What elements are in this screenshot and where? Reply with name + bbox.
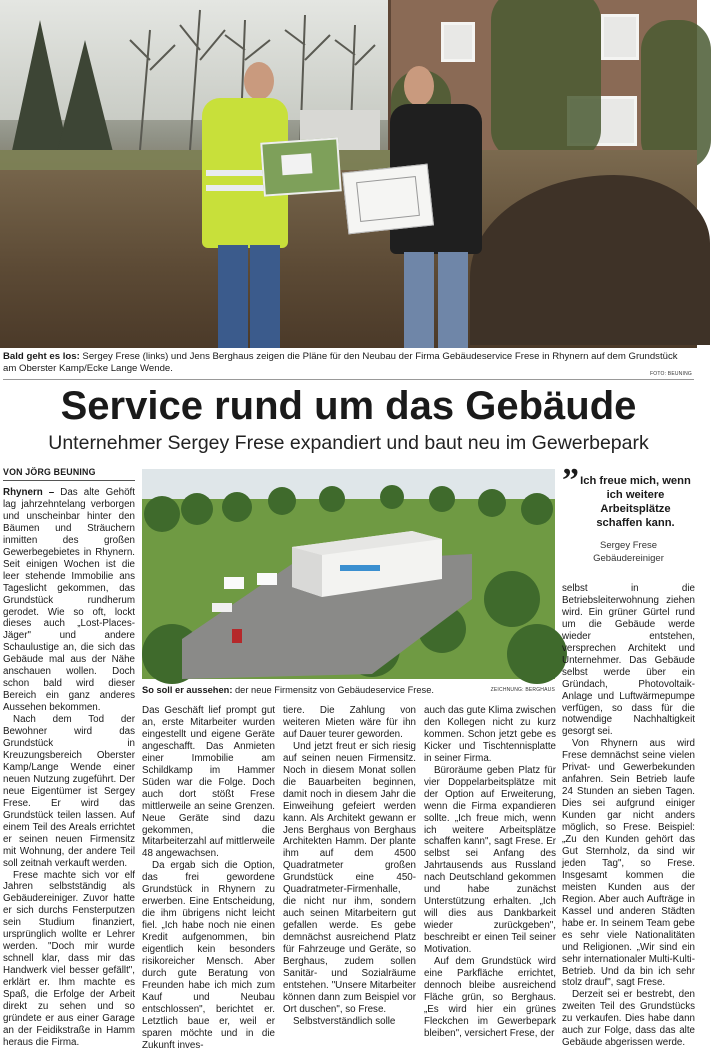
paragraph: Und jetzt freut er sich riesig auf seinen neuen Firmensitz. Noch in diesem Monat sollen die Bauarbeiten beginnen, damit noch in diesem Jahr die Einweihung gefeiert werden kann. Als Architekt gewann er Jens Berghaus von Berghaus Architekten Hamm. Der plante ihm auf dem 4500 Quadratmeter großen Grundstück eine 450-Quadratmeter-Firmenhalle, die nicht nur ihm, sondern auch seinen Mitarbeitern gut gefallen werde. Es gebe demnächst ausreichend Platz für Fahrzeuge und Geräte, so Berghaus, zudem sollen Sanitär- und Sozialräume entstehen. "Unsere Mitarbeiter können dann zum Beispiel vor Ort duschen", so Frese. [283, 740, 416, 1015]
photo-caption-text: Sergey Frese (links) und Jens Berghaus zeigen die Pläne für den Neubau der Firma Gebäudeservice Frese in Rhynern auf dem Grundstück am Oberster Kamp/Ecke Lange Wende. [3, 351, 678, 375]
paragraph: Da ergab sich die Option, das frei gewordene Grundstück in Rhynern zu erwerben. Eine Entscheidung, die ihm übrigens nicht leicht fiel. „Ich habe noch nie einen Kredit aufgenommen, bin eigentlich kein besonders risikoreicher Mensch. Aber durch gute Beratung von Freunden habe ich mich zum Kauf und Neubau entschlossen", berichtet er. Letztlich baue er, weil er sparen möchte und in die Zukunft inves- [142, 860, 275, 1051]
rendering-illustration [142, 469, 555, 679]
article-column-2 [142, 705, 275, 1051]
quote-role: Gebäudereiniger [593, 552, 664, 564]
paragraph: Büroräume geben Platz für vier Doppelarbeitsplätze mit der Option auf Erweiterung, wenn die Firma expandieren sollte. „Ich freue mich, wenn ich weitere Arbeitsplätze schaffen kann", sagt Frese. Er selbst sei Anfang des Jahrtausends aus Russland nach Deutschland gekommen und habe zunächst Unterstützung erhalten. „Ich will dies aus Dankbarkeit wieder zurückgeben", beschreibt er einen Teil seiner Motivation. [424, 764, 556, 956]
paragraph: Nach dem Tod der Bewohner wird das Grundstück in Kreuzungsbereich Oberster Kamp/Lange Wende einer neuen Nutzung zugeführt. Der neue Eigentümer ist Sergey Frese. Er wird das Grundstück teilen lassen. Auf einem Teil des Areals errichtet er seinen neuen Firmensitz mit Wohnung, der andere Teil soll zeitnah verkauft werden. [3, 714, 135, 869]
person-sergey-frese [192, 60, 292, 348]
photo-credit: FOTO: BEUNING [650, 371, 692, 377]
quote-text: Ich freue mich, wenn ich weitere Arbeitsplätze schaffen kann. [580, 475, 691, 529]
paragraph: Frese machte sich vor elf Jahren selbstständig als Gebäudereiniger. Zuvor hatte er sich durchs Fensterputzen sein Studium finanziert, ursprünglich wollte er Lehrer werden. "Doch mir wurde schnell klar, dass mir das Handwerk viel besser gefällt", erklärt er. Ihm machte es Spaß, die Erfolge der Arbeit direkt zu sehen und so gründete er aus einer Garage an der Feidikstraße in Hamm heraus die Firma. [3, 869, 135, 1048]
quote-mark: ” [562, 462, 579, 499]
article-column-4 [424, 705, 556, 1039]
paragraph: Von Rhynern aus wird Frese demnächst seine vielen Privat- und Gewerbekunden anfahren. Sein Betrieb laufe 24 Stunden an sieben Tagen. Dies sei aufgrund einiger Kunden gar nicht anders möglich, so Frese. Beispiel: „Zu den Kunden gehört das Gut Sternholz, da sind wir jeden Tag", so Frese. Insgesamt kommen die meisten Kunden aus der Region. Aber auch Aufträge in Kassel und anderen Städten habe er. In seinem Team gebe es sehr viele Nationalitäten und Religionen. „Wir sind ein sehr internationaler Multi-Kulti-Betrieb. Und da bin ich sehr stolz drauf", sagt Frese. [562, 738, 695, 989]
paragraph: Das Geschäft lief prompt gut an, erste Mitarbeiter wurden eingestellt und eigene Geräte angeschafft. Das Anmieten einer Immobilie am Schildkamp im Hammer Süden war die Folge. Doch auch dort stößt Frese mittlerweile an seine Grenzen. Neue Geräte sind dazu gekommen, die Mitarbeiterzahl auf mittlerweile 48 angewachsen. [142, 705, 275, 860]
rendering-caption-text: der neue Firmensitz von Gebäudeservice Frese. [232, 685, 434, 695]
paragraph: selbst in die Betriebsleiterwohnung ziehen wird. Ein grüner Gürtel rund um die Gebäude werde wieder entstehen, versprechen Architekt und Unternehmer. Das Gebäude selbst werde über ein Gründach, Photovoltaik-Anlage und Luftwärmepumpe verfügen, so dass für die notwendige Nachhaltigkeit gesorgt sei. [562, 583, 695, 738]
paragraph: Selbstverständlich solle [293, 1015, 396, 1027]
quote-name: Sergey Frese [599, 540, 658, 551]
header-photo [0, 0, 697, 348]
building-rendering [142, 469, 555, 679]
article-column-3 [283, 705, 416, 1027]
byline: VON JÖRG BEUNING [3, 467, 96, 477]
subheadline: Unternehmer Sergey Frese expandiert und baut neu im Gewerbepark [48, 432, 649, 454]
paragraph: tiere. Die Zahlung von weiteren Mieten wäre für ihn auf Dauer teurer geworden. [283, 705, 416, 740]
paragraph: Auf dem Grundstück wird eine Parkfläche errichtet, dennoch bleibe ausreichend Fläche grün, so Berghaus. „Es wird hier ein grünes Fleckchen im Gewerbepark bleiben", versichert Frese, der [424, 956, 556, 1039]
article-column-1 [3, 487, 135, 1048]
photo-caption [3, 351, 693, 376]
headline: Service rund um das Gebäude [60, 384, 637, 428]
rendering-caption-lead: So soll er aussehen: [142, 685, 233, 695]
paragraph: Rhynern – Das alte Gehöft lag jahrzehntelang verborgen und unscheinbar hinter den Bäumen und Sträuchern inmitten des großen Gewerbegebietes in Rhynern. Seit einigen Wochen ist die leer stehende Immobilie ans Tageslicht gekommen, das Grundstück rundherum gerodet. Wie so oft, lockt dieses auch „Lost-Places-Jäger" und andere Schaulustige an, die sich das Gebäude mal aus der Nähe anschauen wollen. Doch schon bald wird dieser Bereich ein ganz anderes Aussehen bekommen. [3, 487, 135, 714]
divider [3, 379, 694, 380]
photo-caption-lead: Bald geht es los: [3, 351, 80, 362]
article-column-5 [562, 583, 695, 1049]
rendering-credit: ZEICHNUNG: BERGHAUS [490, 687, 555, 693]
paragraph: Derzeit sei er bestrebt, den zweiten Teil des Grundstücks zu verkaufen. Dies habe dann auch zur Folge, dass das alte Gebäude abgerissen werde. [562, 989, 695, 1049]
quote-attribution [562, 540, 695, 565]
floor-plan-sheet [342, 164, 434, 235]
byline-divider [3, 480, 135, 481]
site-plan-rendering [260, 137, 342, 196]
paragraph: auch das gute Klima zwischen den Kollegen nicht zu kurz kommen. Schon jetzt gebe es Kicker und Tischtennisplatte in seiner Firma. [424, 705, 556, 764]
